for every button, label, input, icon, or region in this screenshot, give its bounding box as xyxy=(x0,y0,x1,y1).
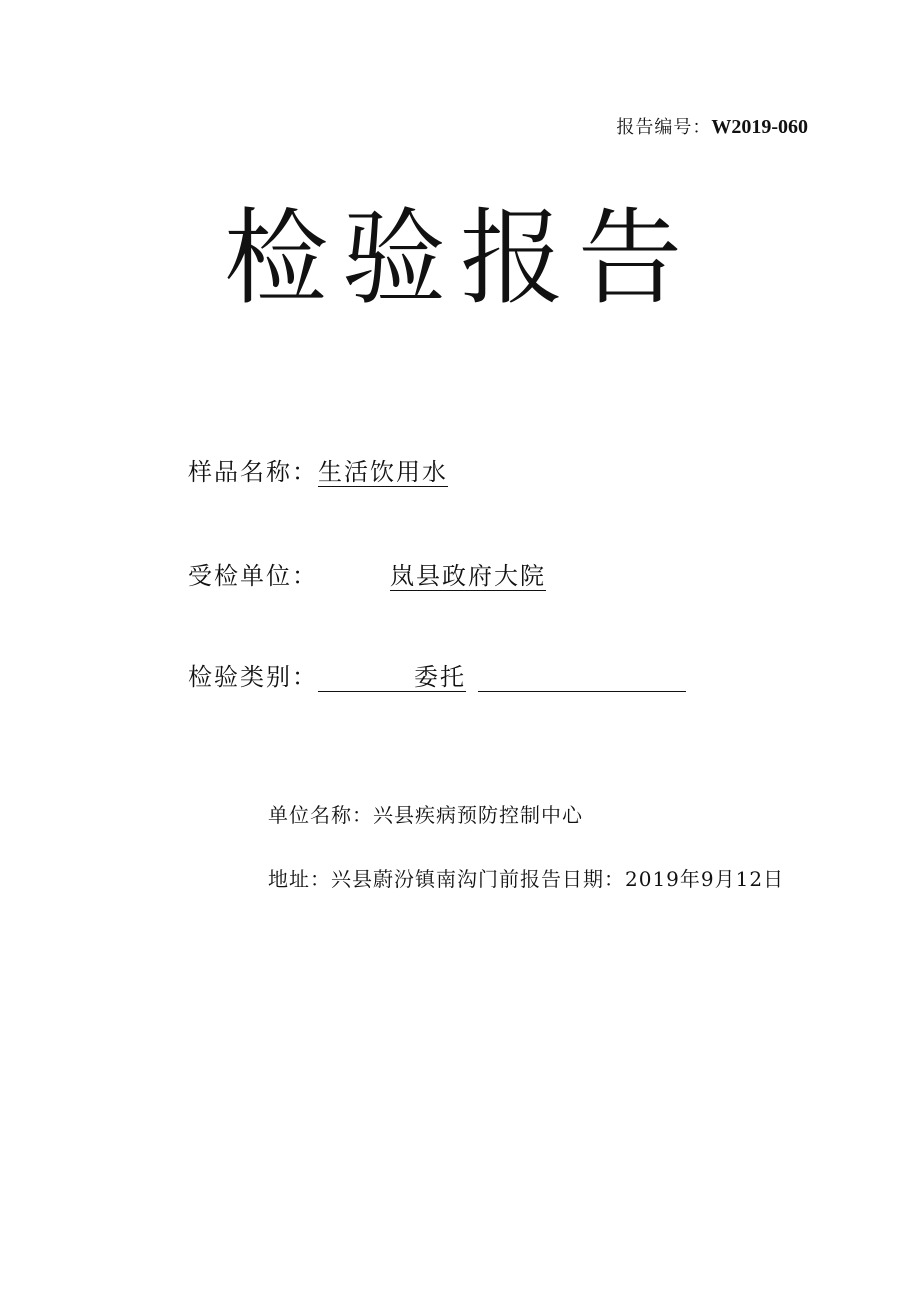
sample-name-field xyxy=(188,452,448,487)
organization-name: 单位名称：兴县疾病预防控制中心 xyxy=(268,803,583,827)
sample-name-value: 生活饮用水 xyxy=(318,458,448,486)
inspection-type-field xyxy=(188,657,686,692)
underline-blank-right xyxy=(478,665,686,692)
report-number-label: 报告编号： xyxy=(616,117,712,138)
sample-name-label: 样品名称： xyxy=(188,458,318,486)
inspected-unit-field xyxy=(188,556,546,591)
report-number-value: W2019-060 xyxy=(711,116,808,138)
report-number xyxy=(616,113,808,139)
document-title: 检验报告 xyxy=(223,197,696,319)
underline-blank-left xyxy=(318,665,414,692)
inspection-type-label: 检验类别： xyxy=(188,663,318,691)
inspected-unit-value: 岚县政府大院 xyxy=(390,562,546,590)
inspection-type-value: 委托 xyxy=(414,663,466,691)
address-and-date: 地址：兴县蔚汾镇南沟门前报告日期：2019年9月12日 xyxy=(268,867,785,891)
inspected-unit-label: 受检单位： xyxy=(188,562,318,590)
